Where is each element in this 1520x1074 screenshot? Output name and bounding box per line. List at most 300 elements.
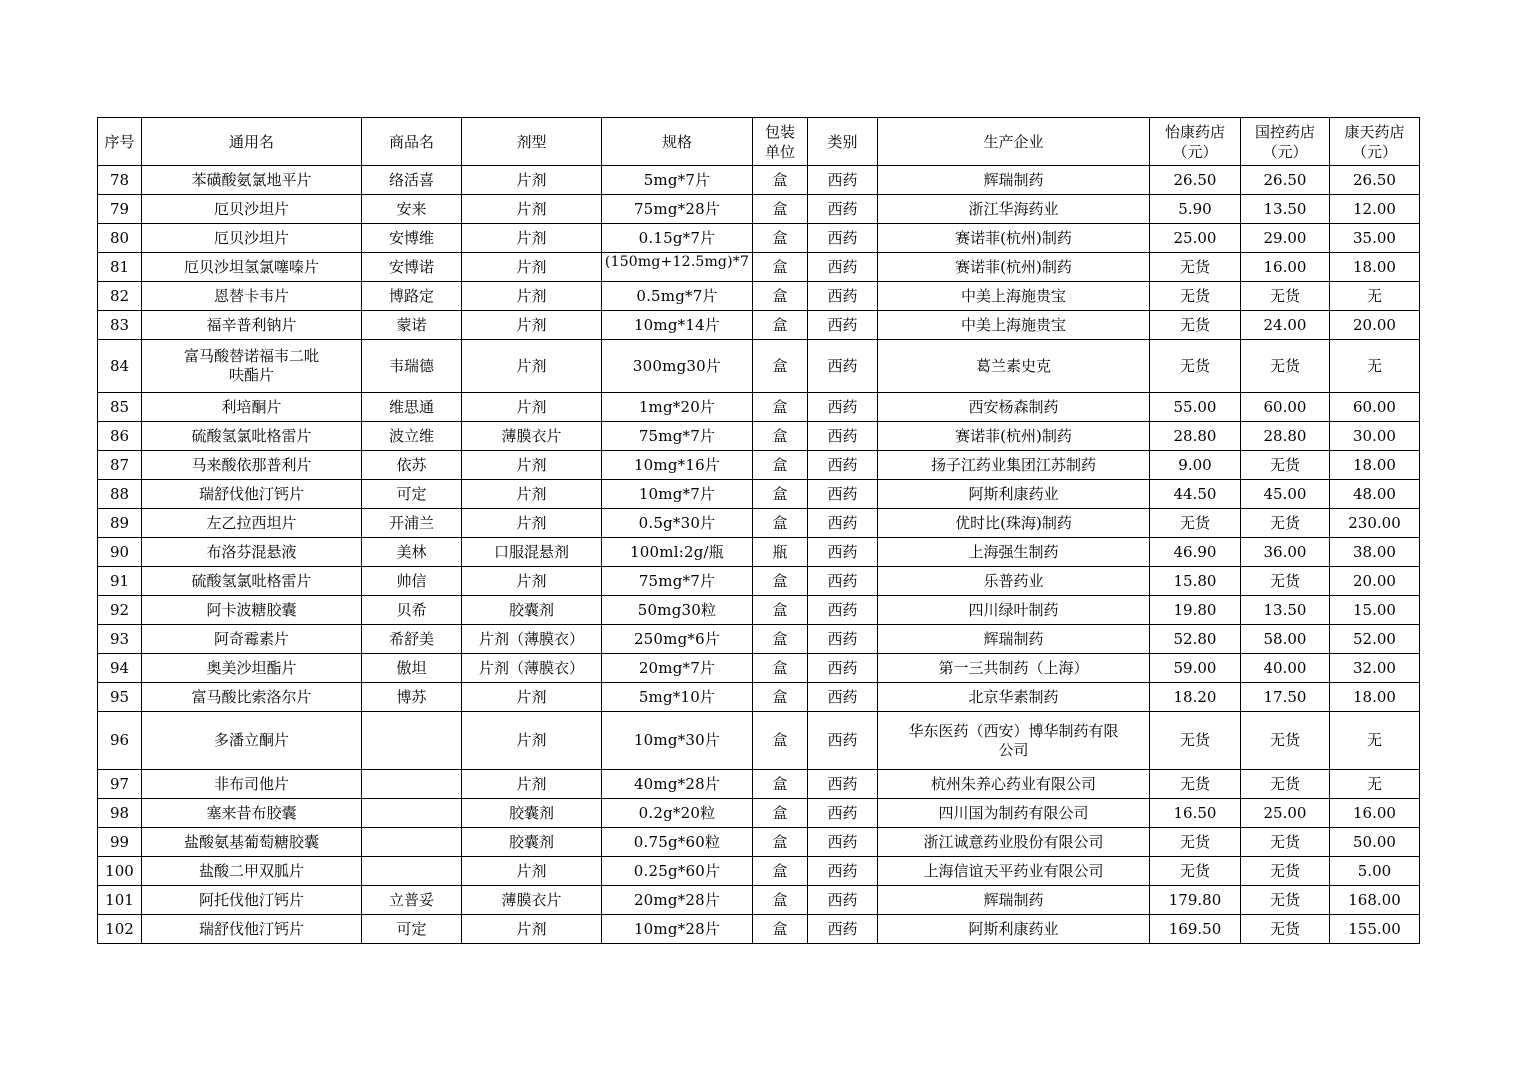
cell-package-unit: 瓶 bbox=[753, 538, 808, 567]
cell-dosage-form: 片剂 bbox=[462, 253, 602, 282]
cell-specification: 0.15g*7片 bbox=[602, 224, 753, 253]
cell-kangtian-price: 18.00 bbox=[1330, 451, 1420, 480]
header-category: 类别 bbox=[808, 118, 878, 166]
cell-brand-name bbox=[362, 770, 462, 799]
cell-category: 西药 bbox=[808, 770, 878, 799]
cell-brand-name: 安博诺 bbox=[362, 253, 462, 282]
cell-manufacturer: 第一三共制药（上海） bbox=[878, 654, 1150, 683]
cell-index: 87 bbox=[98, 451, 142, 480]
cell-manufacturer: 四川国为制药有限公司 bbox=[878, 799, 1150, 828]
cell-package-unit: 盒 bbox=[753, 166, 808, 195]
table-row bbox=[98, 596, 1420, 625]
cell-index: 89 bbox=[98, 509, 142, 538]
cell-yikang-price: 25.00 bbox=[1150, 224, 1241, 253]
cell-kangtian-price: 18.00 bbox=[1330, 253, 1420, 282]
header-brand-name: 商品名 bbox=[362, 118, 462, 166]
cell-brand-name bbox=[362, 799, 462, 828]
cell-package-unit: 盒 bbox=[753, 253, 808, 282]
cell-manufacturer: 辉瑞制药 bbox=[878, 625, 1150, 654]
cell-dosage-form: 片剂 bbox=[462, 393, 602, 422]
cell-package-unit: 盒 bbox=[753, 828, 808, 857]
cell-specification: 0.25g*60片 bbox=[602, 857, 753, 886]
cell-dosage-form: 片剂 bbox=[462, 683, 602, 712]
cell-guokong-price: 无货 bbox=[1241, 567, 1330, 596]
cell-specification: 300mg30片 bbox=[602, 340, 753, 393]
cell-manufacturer: 上海强生制药 bbox=[878, 538, 1150, 567]
table-row bbox=[98, 712, 1420, 770]
cell-manufacturer: 优时比(珠海)制药 bbox=[878, 509, 1150, 538]
cell-yikang-price: 179.80 bbox=[1150, 886, 1241, 915]
cell-guokong-price: 无货 bbox=[1241, 828, 1330, 857]
cell-category: 西药 bbox=[808, 538, 878, 567]
header-kangtian-price: 康天药店 （元） bbox=[1330, 118, 1420, 166]
cell-dosage-form: 片剂 bbox=[462, 195, 602, 224]
cell-generic-name: 福辛普利钠片 bbox=[142, 311, 362, 340]
cell-dosage-form: 片剂 bbox=[462, 480, 602, 509]
cell-generic-name: 富马酸替诺福韦二吡呋酯片 bbox=[142, 340, 362, 393]
cell-category: 西药 bbox=[808, 857, 878, 886]
cell-dosage-form: 片剂（薄膜衣） bbox=[462, 625, 602, 654]
cell-category: 西药 bbox=[808, 311, 878, 340]
cell-brand-name: 依苏 bbox=[362, 451, 462, 480]
cell-generic-name: 布洛芬混悬液 bbox=[142, 538, 362, 567]
cell-manufacturer: 阿斯利康药业 bbox=[878, 480, 1150, 509]
cell-kangtian-price: 52.00 bbox=[1330, 625, 1420, 654]
table-row bbox=[98, 282, 1420, 311]
cell-dosage-form: 薄膜衣片 bbox=[462, 422, 602, 451]
cell-kangtian-price: 16.00 bbox=[1330, 799, 1420, 828]
cell-kangtian-price: 15.00 bbox=[1330, 596, 1420, 625]
cell-kangtian-price: 无 bbox=[1330, 712, 1420, 770]
cell-index: 86 bbox=[98, 422, 142, 451]
cell-category: 西药 bbox=[808, 340, 878, 393]
cell-kangtian-price: 38.00 bbox=[1330, 538, 1420, 567]
header-dosage-form: 剂型 bbox=[462, 118, 602, 166]
cell-guokong-price: 24.00 bbox=[1241, 311, 1330, 340]
cell-yikang-price: 59.00 bbox=[1150, 654, 1241, 683]
cell-guokong-price: 无货 bbox=[1241, 509, 1330, 538]
cell-specification: 5mg*10片 bbox=[602, 683, 753, 712]
cell-specification: 75mg*28片 bbox=[602, 195, 753, 224]
cell-category: 西药 bbox=[808, 654, 878, 683]
cell-brand-name: 立普妥 bbox=[362, 886, 462, 915]
cell-generic-name: 恩替卡韦片 bbox=[142, 282, 362, 311]
cell-brand-name bbox=[362, 828, 462, 857]
cell-generic-name: 阿托伐他汀钙片 bbox=[142, 886, 362, 915]
cell-guokong-price: 16.00 bbox=[1241, 253, 1330, 282]
cell-category: 西药 bbox=[808, 253, 878, 282]
cell-guokong-price: 36.00 bbox=[1241, 538, 1330, 567]
header-guokong-price: 国控药店 （元） bbox=[1241, 118, 1330, 166]
cell-package-unit: 盒 bbox=[753, 712, 808, 770]
cell-category: 西药 bbox=[808, 828, 878, 857]
cell-generic-name: 富马酸比索洛尔片 bbox=[142, 683, 362, 712]
cell-index: 92 bbox=[98, 596, 142, 625]
cell-generic-name: 左乙拉西坦片 bbox=[142, 509, 362, 538]
cell-index: 93 bbox=[98, 625, 142, 654]
table-row bbox=[98, 166, 1420, 195]
table-row bbox=[98, 253, 1420, 282]
cell-package-unit: 盒 bbox=[753, 340, 808, 393]
cell-index: 101 bbox=[98, 886, 142, 915]
table-row bbox=[98, 857, 1420, 886]
cell-generic-name: 厄贝沙坦片 bbox=[142, 195, 362, 224]
cell-manufacturer: 浙江诚意药业股份有限公司 bbox=[878, 828, 1150, 857]
cell-generic-name: 瑞舒伐他汀钙片 bbox=[142, 915, 362, 944]
cell-brand-name: 安来 bbox=[362, 195, 462, 224]
cell-manufacturer: 赛诺菲(杭州)制药 bbox=[878, 253, 1150, 282]
cell-specification: 250mg*6片 bbox=[602, 625, 753, 654]
cell-guokong-price: 26.50 bbox=[1241, 166, 1330, 195]
cell-kangtian-price: 230.00 bbox=[1330, 509, 1420, 538]
cell-brand-name: 波立维 bbox=[362, 422, 462, 451]
cell-dosage-form: 口服混悬剂 bbox=[462, 538, 602, 567]
table-row bbox=[98, 799, 1420, 828]
cell-index: 88 bbox=[98, 480, 142, 509]
cell-generic-name: 多潘立酮片 bbox=[142, 712, 362, 770]
cell-brand-name bbox=[362, 712, 462, 770]
table-row bbox=[98, 654, 1420, 683]
cell-index: 100 bbox=[98, 857, 142, 886]
cell-category: 西药 bbox=[808, 166, 878, 195]
cell-index: 79 bbox=[98, 195, 142, 224]
cell-guokong-price: 13.50 bbox=[1241, 596, 1330, 625]
cell-kangtian-price: 50.00 bbox=[1330, 828, 1420, 857]
cell-category: 西药 bbox=[808, 915, 878, 944]
cell-dosage-form: 片剂 bbox=[462, 509, 602, 538]
header-generic-name: 通用名 bbox=[142, 118, 362, 166]
cell-brand-name: 可定 bbox=[362, 480, 462, 509]
cell-guokong-price: 无货 bbox=[1241, 886, 1330, 915]
cell-specification: (150mg+12.5mg)*7 bbox=[602, 253, 753, 282]
table-row bbox=[98, 340, 1420, 393]
cell-package-unit: 盒 bbox=[753, 683, 808, 712]
cell-index: 96 bbox=[98, 712, 142, 770]
header-package-unit: 包装 单位 bbox=[753, 118, 808, 166]
cell-yikang-price: 16.50 bbox=[1150, 799, 1241, 828]
cell-index: 99 bbox=[98, 828, 142, 857]
cell-specification: 10mg*7片 bbox=[602, 480, 753, 509]
table-row bbox=[98, 886, 1420, 915]
header-index: 序号 bbox=[98, 118, 142, 166]
cell-yikang-price: 无货 bbox=[1150, 311, 1241, 340]
drug-price-table bbox=[97, 117, 1420, 944]
cell-yikang-price: 19.80 bbox=[1150, 596, 1241, 625]
cell-kangtian-price: 30.00 bbox=[1330, 422, 1420, 451]
cell-category: 西药 bbox=[808, 683, 878, 712]
cell-guokong-price: 40.00 bbox=[1241, 654, 1330, 683]
cell-specification: 75mg*7片 bbox=[602, 567, 753, 596]
cell-category: 西药 bbox=[808, 393, 878, 422]
cell-brand-name: 帅信 bbox=[362, 567, 462, 596]
cell-manufacturer: 杭州朱养心药业有限公司 bbox=[878, 770, 1150, 799]
cell-yikang-price: 26.50 bbox=[1150, 166, 1241, 195]
cell-yikang-price: 9.00 bbox=[1150, 451, 1241, 480]
cell-index: 91 bbox=[98, 567, 142, 596]
cell-generic-name: 盐酸二甲双胍片 bbox=[142, 857, 362, 886]
cell-dosage-form: 片剂 bbox=[462, 224, 602, 253]
cell-manufacturer: 赛诺菲(杭州)制药 bbox=[878, 422, 1150, 451]
cell-package-unit: 盒 bbox=[753, 311, 808, 340]
cell-manufacturer: 四川绿叶制药 bbox=[878, 596, 1150, 625]
cell-package-unit: 盒 bbox=[753, 654, 808, 683]
cell-generic-name: 利培酮片 bbox=[142, 393, 362, 422]
table-row bbox=[98, 770, 1420, 799]
cell-specification: 5mg*7片 bbox=[602, 166, 753, 195]
cell-specification: 1mg*20片 bbox=[602, 393, 753, 422]
cell-generic-name: 阿卡波糖胶囊 bbox=[142, 596, 362, 625]
cell-category: 西药 bbox=[808, 509, 878, 538]
table-row bbox=[98, 567, 1420, 596]
cell-category: 西药 bbox=[808, 282, 878, 311]
table-row bbox=[98, 683, 1420, 712]
cell-dosage-form: 片剂 bbox=[462, 282, 602, 311]
cell-guokong-price: 28.80 bbox=[1241, 422, 1330, 451]
cell-yikang-price: 无货 bbox=[1150, 828, 1241, 857]
cell-kangtian-price: 无 bbox=[1330, 282, 1420, 311]
cell-brand-name: 傲坦 bbox=[362, 654, 462, 683]
cell-kangtian-price: 48.00 bbox=[1330, 480, 1420, 509]
cell-yikang-price: 无货 bbox=[1150, 770, 1241, 799]
table-row bbox=[98, 451, 1420, 480]
cell-manufacturer: 赛诺菲(杭州)制药 bbox=[878, 224, 1150, 253]
cell-package-unit: 盒 bbox=[753, 509, 808, 538]
cell-dosage-form: 胶囊剂 bbox=[462, 799, 602, 828]
cell-dosage-form: 片剂（薄膜衣） bbox=[462, 654, 602, 683]
table-row bbox=[98, 480, 1420, 509]
cell-brand-name: 开浦兰 bbox=[362, 509, 462, 538]
cell-generic-name: 非布司他片 bbox=[142, 770, 362, 799]
cell-specification: 10mg*16片 bbox=[602, 451, 753, 480]
cell-dosage-form: 胶囊剂 bbox=[462, 596, 602, 625]
cell-category: 西药 bbox=[808, 422, 878, 451]
table-row bbox=[98, 224, 1420, 253]
table-body bbox=[98, 166, 1420, 944]
cell-dosage-form: 片剂 bbox=[462, 915, 602, 944]
cell-yikang-price: 无货 bbox=[1150, 282, 1241, 311]
cell-manufacturer: 阿斯利康药业 bbox=[878, 915, 1150, 944]
cell-guokong-price: 无货 bbox=[1241, 915, 1330, 944]
table-row bbox=[98, 422, 1420, 451]
table-row bbox=[98, 538, 1420, 567]
cell-kangtian-price: 26.50 bbox=[1330, 166, 1420, 195]
cell-brand-name: 蒙诺 bbox=[362, 311, 462, 340]
cell-yikang-price: 无货 bbox=[1150, 253, 1241, 282]
cell-kangtian-price: 20.00 bbox=[1330, 567, 1420, 596]
cell-kangtian-price: 35.00 bbox=[1330, 224, 1420, 253]
cell-index: 85 bbox=[98, 393, 142, 422]
cell-package-unit: 盒 bbox=[753, 886, 808, 915]
cell-dosage-form: 片剂 bbox=[462, 712, 602, 770]
cell-kangtian-price: 155.00 bbox=[1330, 915, 1420, 944]
cell-brand-name: 韦瑞德 bbox=[362, 340, 462, 393]
cell-dosage-form: 薄膜衣片 bbox=[462, 886, 602, 915]
cell-yikang-price: 无货 bbox=[1150, 340, 1241, 393]
cell-manufacturer: 中美上海施贵宝 bbox=[878, 282, 1150, 311]
cell-index: 102 bbox=[98, 915, 142, 944]
cell-generic-name: 瑞舒伐他汀钙片 bbox=[142, 480, 362, 509]
cell-index: 83 bbox=[98, 311, 142, 340]
cell-guokong-price: 无货 bbox=[1241, 770, 1330, 799]
cell-guokong-price: 25.00 bbox=[1241, 799, 1330, 828]
cell-kangtian-price: 无 bbox=[1330, 340, 1420, 393]
cell-specification: 20mg*7片 bbox=[602, 654, 753, 683]
cell-guokong-price: 58.00 bbox=[1241, 625, 1330, 654]
cell-dosage-form: 片剂 bbox=[462, 166, 602, 195]
cell-brand-name: 维思通 bbox=[362, 393, 462, 422]
cell-package-unit: 盒 bbox=[753, 567, 808, 596]
cell-brand-name: 博路定 bbox=[362, 282, 462, 311]
table-row bbox=[98, 915, 1420, 944]
table-row bbox=[98, 828, 1420, 857]
cell-specification: 10mg*28片 bbox=[602, 915, 753, 944]
table-header-row bbox=[98, 118, 1420, 166]
cell-specification: 40mg*28片 bbox=[602, 770, 753, 799]
cell-dosage-form: 片剂 bbox=[462, 451, 602, 480]
cell-package-unit: 盒 bbox=[753, 480, 808, 509]
cell-manufacturer: 葛兰素史克 bbox=[878, 340, 1150, 393]
header-yikang-price: 怡康药店 （元） bbox=[1150, 118, 1241, 166]
table-row bbox=[98, 393, 1420, 422]
cell-dosage-form: 片剂 bbox=[462, 567, 602, 596]
cell-manufacturer: 中美上海施贵宝 bbox=[878, 311, 1150, 340]
cell-guokong-price: 无货 bbox=[1241, 857, 1330, 886]
cell-brand-name: 安博维 bbox=[362, 224, 462, 253]
cell-category: 西药 bbox=[808, 195, 878, 224]
cell-specification: 50mg30粒 bbox=[602, 596, 753, 625]
cell-dosage-form: 片剂 bbox=[462, 311, 602, 340]
cell-guokong-price: 无货 bbox=[1241, 282, 1330, 311]
cell-dosage-form: 片剂 bbox=[462, 770, 602, 799]
cell-brand-name: 贝希 bbox=[362, 596, 462, 625]
cell-index: 84 bbox=[98, 340, 142, 393]
cell-guokong-price: 60.00 bbox=[1241, 393, 1330, 422]
cell-manufacturer: 辉瑞制药 bbox=[878, 886, 1150, 915]
cell-yikang-price: 46.90 bbox=[1150, 538, 1241, 567]
cell-package-unit: 盒 bbox=[753, 422, 808, 451]
cell-package-unit: 盒 bbox=[753, 451, 808, 480]
cell-category: 西药 bbox=[808, 567, 878, 596]
cell-yikang-price: 15.80 bbox=[1150, 567, 1241, 596]
cell-manufacturer: 辉瑞制药 bbox=[878, 166, 1150, 195]
cell-manufacturer: 乐普药业 bbox=[878, 567, 1150, 596]
cell-kangtian-price: 60.00 bbox=[1330, 393, 1420, 422]
cell-kangtian-price: 32.00 bbox=[1330, 654, 1420, 683]
cell-manufacturer: 西安杨森制药 bbox=[878, 393, 1150, 422]
cell-guokong-price: 45.00 bbox=[1241, 480, 1330, 509]
cell-yikang-price: 52.80 bbox=[1150, 625, 1241, 654]
cell-index: 97 bbox=[98, 770, 142, 799]
cell-generic-name: 盐酸氨基葡萄糖胶囊 bbox=[142, 828, 362, 857]
cell-package-unit: 盒 bbox=[753, 770, 808, 799]
cell-yikang-price: 5.90 bbox=[1150, 195, 1241, 224]
cell-kangtian-price: 18.00 bbox=[1330, 683, 1420, 712]
cell-index: 90 bbox=[98, 538, 142, 567]
cell-guokong-price: 无货 bbox=[1241, 340, 1330, 393]
cell-dosage-form: 片剂 bbox=[462, 340, 602, 393]
cell-manufacturer: 华东医药（西安）博华制药有限公司 bbox=[878, 712, 1150, 770]
cell-package-unit: 盒 bbox=[753, 857, 808, 886]
cell-brand-name: 络活喜 bbox=[362, 166, 462, 195]
cell-index: 82 bbox=[98, 282, 142, 311]
cell-manufacturer: 上海信谊天平药业有限公司 bbox=[878, 857, 1150, 886]
cell-kangtian-price: 20.00 bbox=[1330, 311, 1420, 340]
cell-generic-name: 硫酸氢氯吡格雷片 bbox=[142, 567, 362, 596]
cell-kangtian-price: 无 bbox=[1330, 770, 1420, 799]
cell-brand-name: 可定 bbox=[362, 915, 462, 944]
cell-package-unit: 盒 bbox=[753, 393, 808, 422]
cell-specification: 75mg*7片 bbox=[602, 422, 753, 451]
cell-brand-name: 博苏 bbox=[362, 683, 462, 712]
cell-generic-name: 厄贝沙坦片 bbox=[142, 224, 362, 253]
cell-brand-name: 美林 bbox=[362, 538, 462, 567]
cell-specification: 0.2g*20粒 bbox=[602, 799, 753, 828]
cell-category: 西药 bbox=[808, 451, 878, 480]
cell-kangtian-price: 12.00 bbox=[1330, 195, 1420, 224]
cell-package-unit: 盒 bbox=[753, 799, 808, 828]
cell-guokong-price: 13.50 bbox=[1241, 195, 1330, 224]
cell-index: 95 bbox=[98, 683, 142, 712]
cell-category: 西药 bbox=[808, 799, 878, 828]
cell-yikang-price: 无货 bbox=[1150, 857, 1241, 886]
header-specification: 规格 bbox=[602, 118, 753, 166]
cell-index: 81 bbox=[98, 253, 142, 282]
cell-package-unit: 盒 bbox=[753, 625, 808, 654]
cell-generic-name: 阿奇霉素片 bbox=[142, 625, 362, 654]
cell-package-unit: 盒 bbox=[753, 224, 808, 253]
cell-manufacturer: 北京华素制药 bbox=[878, 683, 1150, 712]
table-row bbox=[98, 311, 1420, 340]
cell-specification: 10mg*14片 bbox=[602, 311, 753, 340]
table-row bbox=[98, 509, 1420, 538]
cell-index: 94 bbox=[98, 654, 142, 683]
header-manufacturer: 生产企业 bbox=[878, 118, 1150, 166]
cell-generic-name: 苯磺酸氨氯地平片 bbox=[142, 166, 362, 195]
cell-generic-name: 马来酸依那普利片 bbox=[142, 451, 362, 480]
cell-category: 西药 bbox=[808, 712, 878, 770]
cell-package-unit: 盒 bbox=[753, 915, 808, 944]
cell-yikang-price: 28.80 bbox=[1150, 422, 1241, 451]
cell-category: 西药 bbox=[808, 625, 878, 654]
cell-brand-name: 希舒美 bbox=[362, 625, 462, 654]
cell-yikang-price: 169.50 bbox=[1150, 915, 1241, 944]
cell-package-unit: 盒 bbox=[753, 596, 808, 625]
cell-guokong-price: 无货 bbox=[1241, 451, 1330, 480]
cell-specification: 0.5mg*7片 bbox=[602, 282, 753, 311]
cell-brand-name bbox=[362, 857, 462, 886]
cell-index: 80 bbox=[98, 224, 142, 253]
cell-yikang-price: 无货 bbox=[1150, 509, 1241, 538]
cell-category: 西药 bbox=[808, 224, 878, 253]
cell-generic-name: 奥美沙坦酯片 bbox=[142, 654, 362, 683]
cell-dosage-form: 片剂 bbox=[462, 857, 602, 886]
table-row bbox=[98, 195, 1420, 224]
cell-generic-name: 厄贝沙坦氢氯噻嗪片 bbox=[142, 253, 362, 282]
cell-yikang-price: 44.50 bbox=[1150, 480, 1241, 509]
cell-yikang-price: 无货 bbox=[1150, 712, 1241, 770]
cell-package-unit: 盒 bbox=[753, 195, 808, 224]
cell-guokong-price: 无货 bbox=[1241, 712, 1330, 770]
cell-category: 西药 bbox=[808, 480, 878, 509]
cell-dosage-form: 胶囊剂 bbox=[462, 828, 602, 857]
cell-kangtian-price: 5.00 bbox=[1330, 857, 1420, 886]
table-row bbox=[98, 625, 1420, 654]
cell-generic-name: 塞来昔布胶囊 bbox=[142, 799, 362, 828]
cell-category: 西药 bbox=[808, 596, 878, 625]
cell-index: 98 bbox=[98, 799, 142, 828]
cell-yikang-price: 55.00 bbox=[1150, 393, 1241, 422]
cell-guokong-price: 17.50 bbox=[1241, 683, 1330, 712]
